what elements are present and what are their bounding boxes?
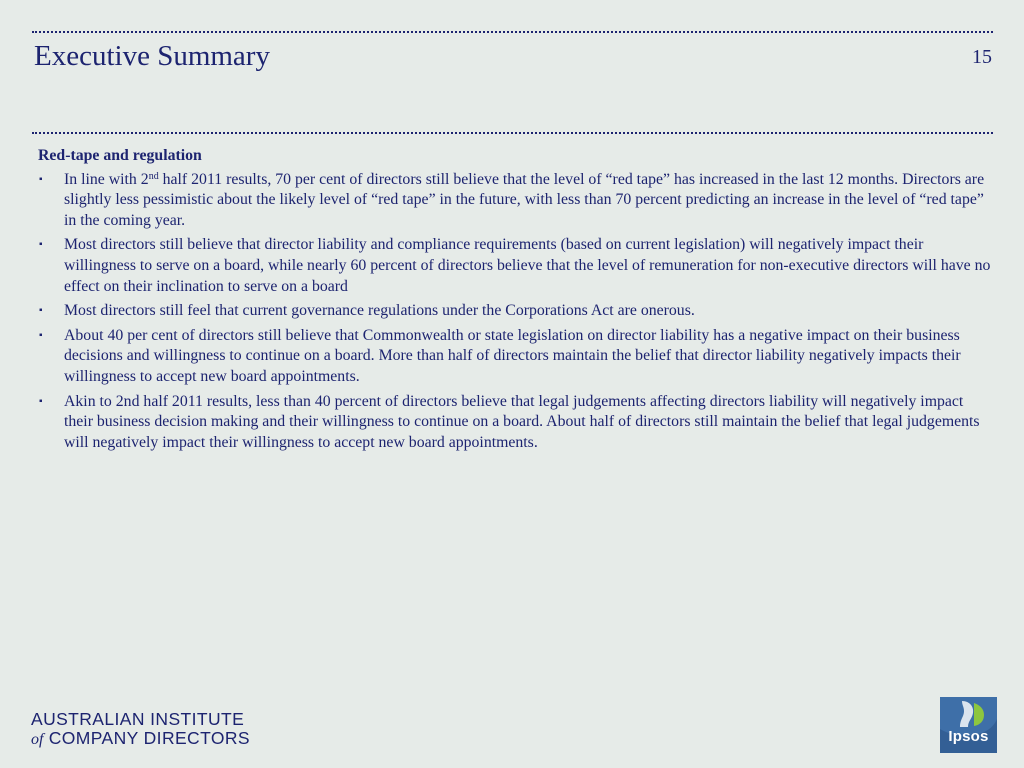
section-heading: Red-tape and regulation — [38, 147, 202, 164]
page-title: Executive Summary — [34, 40, 270, 72]
ipsos-logo — [940, 697, 997, 753]
square-bullet-icon: ▪ — [39, 173, 43, 185]
aicd-logo-line1: AUSTRALIAN INSTITUTE — [31, 709, 245, 729]
square-bullet-icon: ▪ — [39, 239, 43, 251]
aicd-logo-of: of — [31, 730, 44, 748]
bullet-item-legislation — [38, 326, 993, 388]
bullet-text: Most directors still believe that director liability and compliance requirements (based on current legislation) will negatively impact their willingness to serve on a board, while nearly 60 percent of directors believe that the level of remuneration for non-executive directors will have no effect on their inclination to serve on a board — [64, 236, 991, 295]
bullet-text: Most directors still feel that current governance regulations under the Corporations Act are onerous. — [64, 302, 695, 320]
bullet-item-governance — [38, 301, 993, 322]
bullet-item-red-tape — [38, 170, 993, 232]
bullet-text-post: half 2011 results, 70 per cent of directors still believe that the level of “red tape” has increased in the last 12 months. Directors are slightly less pessimistic about the likely level of “red tape” in the future, with less than 70 percent predicting an increase in the level of “red tape” in the coming year. — [64, 170, 985, 229]
aicd-logo — [31, 710, 250, 749]
ordinal-superscript: nd — [148, 170, 159, 182]
bullet-text: About 40 per cent of directors still believe that Commonwealth or state legislation on director liability has a negative impact on their business decisions and willingness to continue on a board. More than half of directors maintain the belief that director liability negatively impacts their willingness to accept new board appointments. — [64, 326, 961, 385]
bullet-text-pre: In line with 2 — [64, 170, 149, 188]
bullet-text: Akin to 2nd half 2011 results, less than 40 percent of directors believe that legal judgements affecting directors liability will negatively impact their business decision making and their willingness to continue on a board. About half of directors still maintain the belief that legal judgements will negatively impact their willingness to accept new board appointments. — [64, 392, 980, 451]
ipsos-logo-text: Ipsos — [948, 728, 989, 745]
page-number: 15 — [972, 46, 992, 68]
bullet-item-liability-compliance — [38, 235, 993, 297]
square-bullet-icon: ▪ — [39, 329, 43, 341]
aicd-logo-company: COMPANY DIRECTORS — [48, 727, 250, 748]
title-divider — [32, 132, 993, 134]
square-bullet-icon: ▪ — [39, 305, 43, 317]
aicd-logo-line2 — [31, 729, 250, 750]
bullet-list — [38, 170, 993, 454]
bullet-item-legal-judgements — [38, 392, 993, 454]
top-divider — [32, 31, 993, 33]
summary-content — [38, 146, 993, 457]
square-bullet-icon: ▪ — [39, 395, 43, 407]
